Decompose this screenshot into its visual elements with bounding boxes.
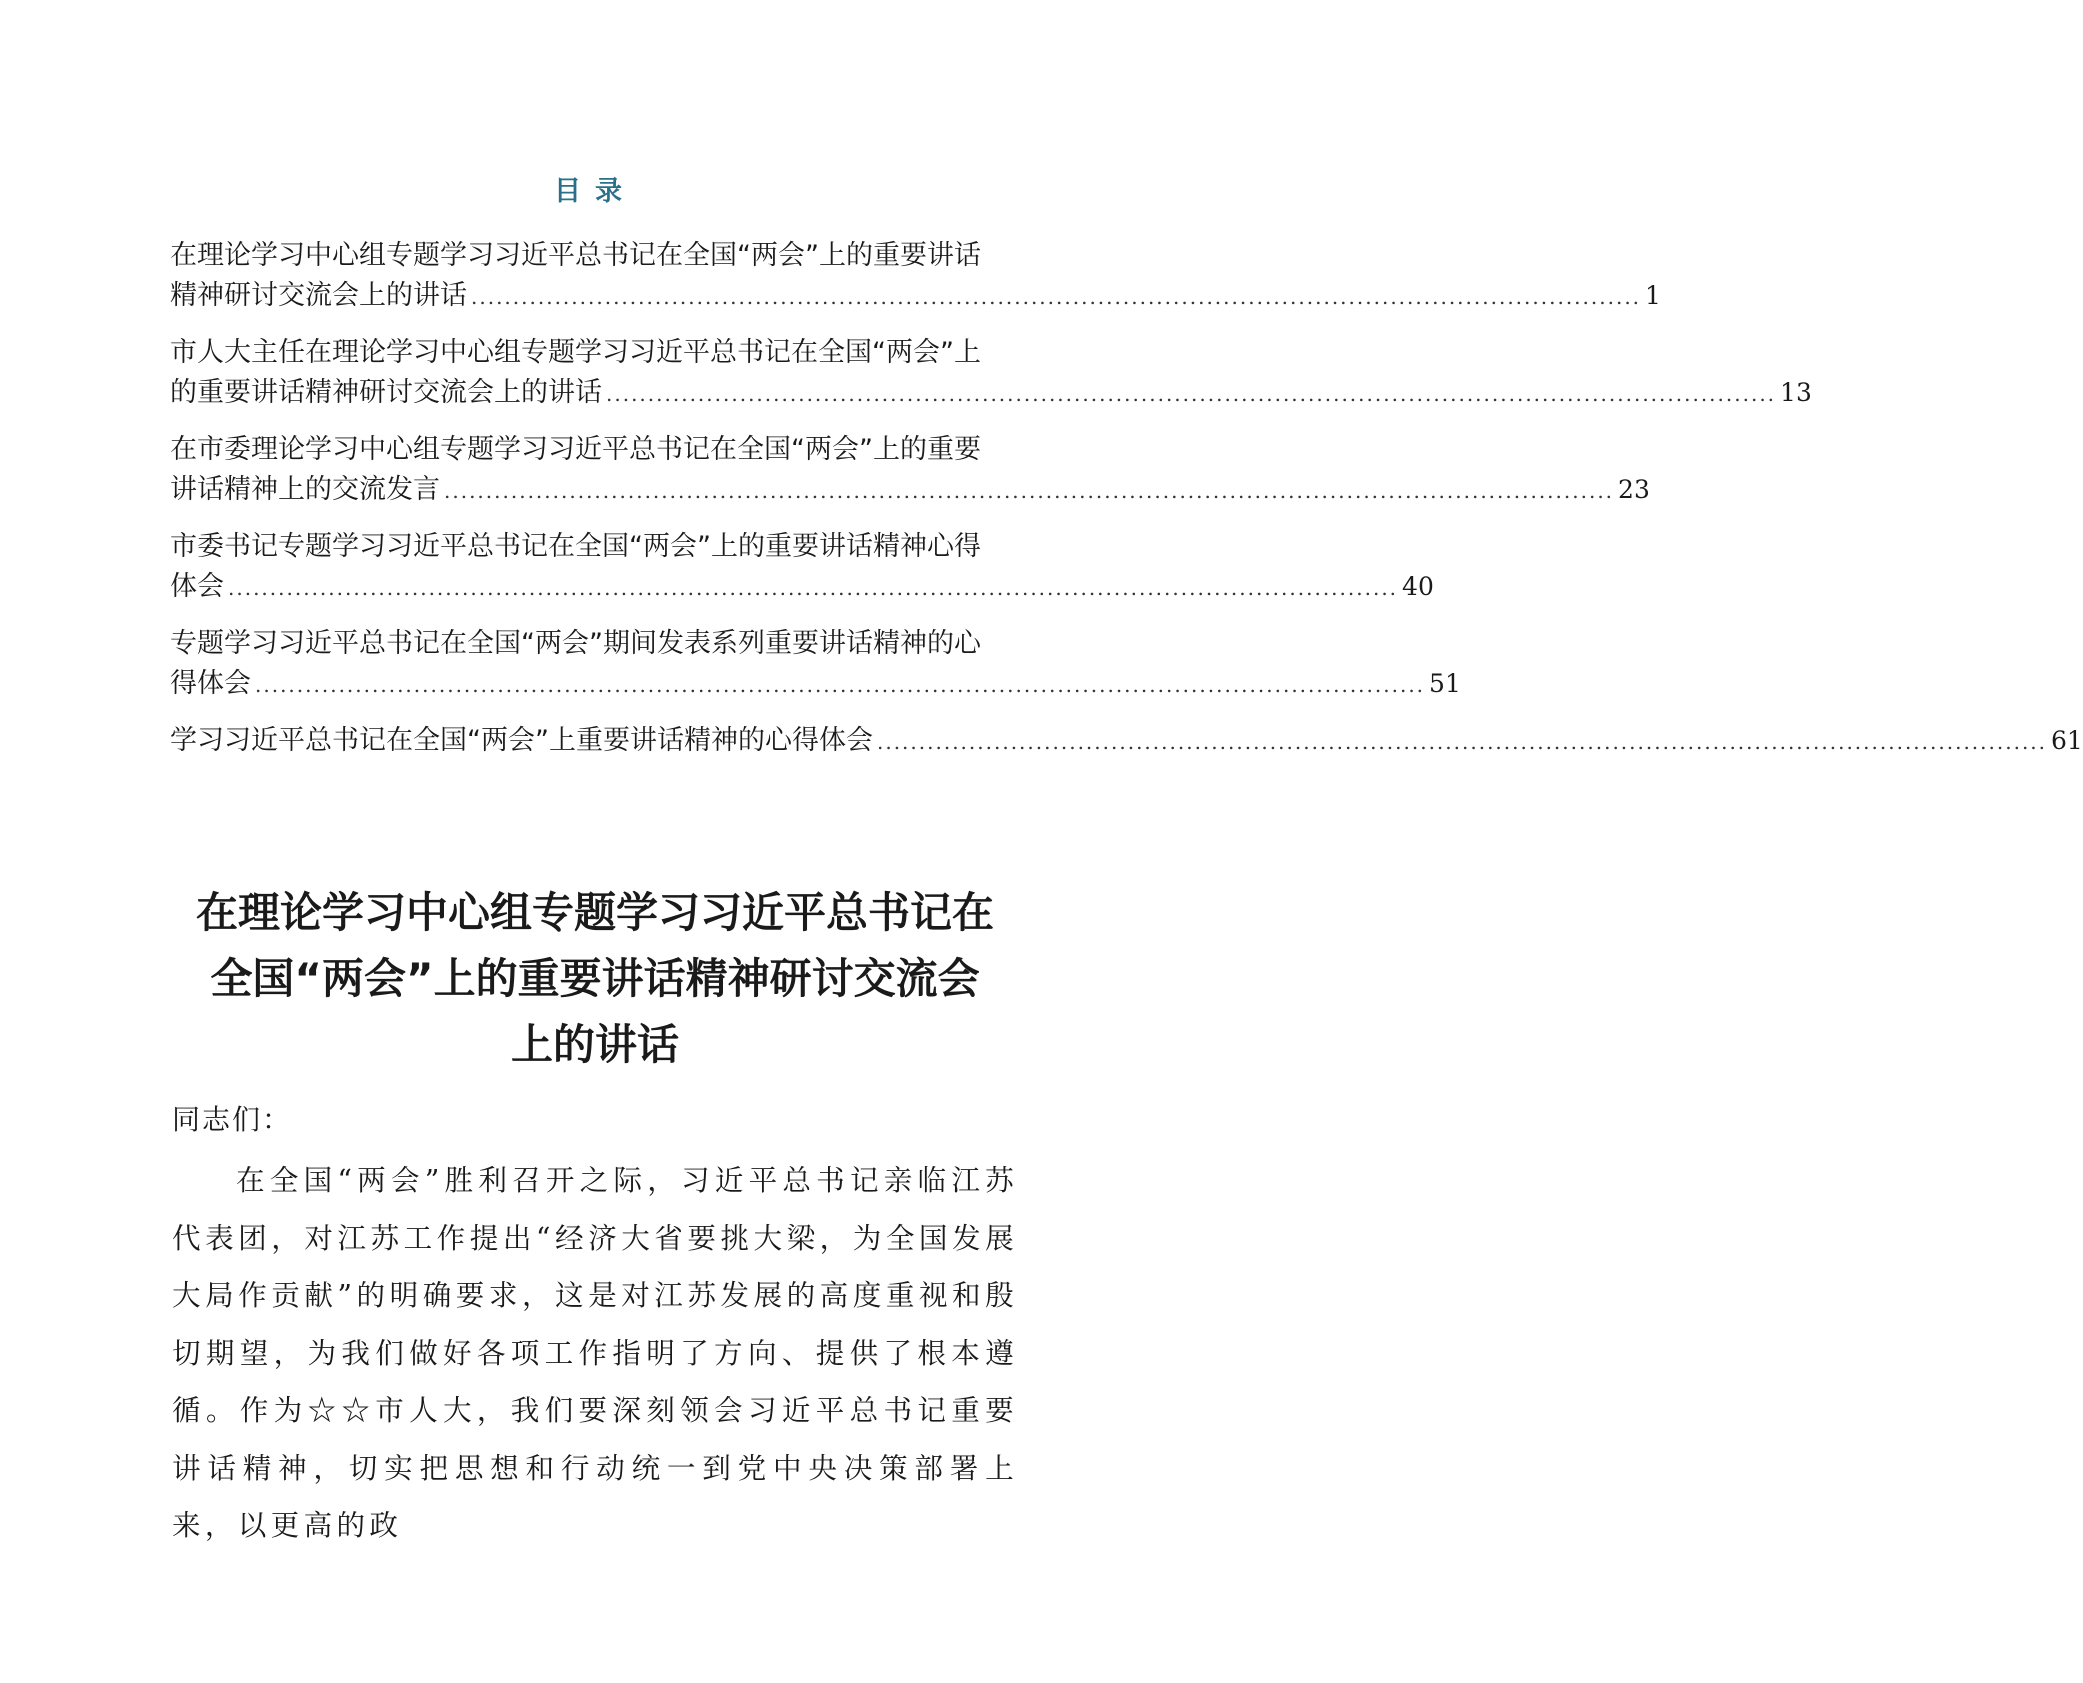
toc-entry-text-line2: 精神研讨交流会上的讲话	[170, 280, 467, 311]
toc-entry-text-line2: 体会	[170, 571, 224, 602]
table-of-contents	[170, 236, 2083, 778]
toc-leader-dots: ............................................................................................................................................	[471, 285, 1642, 309]
toc-page-number: 13	[1780, 378, 1812, 407]
toc-entry-text-line2: 的重要讲话精神研讨交流会上的讲话	[170, 377, 602, 408]
toc-leader-dots: ............................................................................................................................................	[606, 382, 1777, 406]
body-paragraph: 在全国“两会”胜利召开之际，习近平总书记亲临江苏代表团，对江苏工作提出“经济大省要挑大梁，为全国发展大局作贡献”的明确要求，这是对江苏发展的高度重视和殷切期望，为我们做好各项工作指明了方向、提供了根本遵循。作为☆☆市人大，我们要深刻领会习近平总书记重要讲话精神，切实把思想和行动统一到党中央决策部署上来，以更高的政	[172, 1163, 1018, 1542]
toc-leader-dots: ............................................................................................................................................	[444, 479, 1615, 503]
toc-entry-text-line2: 得体会	[170, 668, 251, 699]
toc-entry-3[interactable]	[170, 430, 1650, 511]
article-title	[150, 880, 1040, 1078]
toc-entry-text-line2: 讲话精神上的交流发言	[170, 474, 440, 505]
toc-leader-dots: ............................................................................................................................................	[876, 730, 2048, 754]
toc-entry-text-line1: 在市委理论学习中心组专题学习习近平总书记在全国“两会”上的重要	[170, 434, 981, 465]
toc-entry-6[interactable]	[170, 721, 2083, 762]
article-title-line2: 全国“两会”上的重要讲话精神研讨交流会	[210, 954, 980, 1003]
toc-entry-1[interactable]	[170, 236, 1661, 317]
toc-entry-text-line1: 专题学习习近平总书记在全国“两会”期间发表系列重要讲话精神的心	[170, 628, 981, 659]
toc-entry-5[interactable]	[170, 624, 1461, 705]
article-title-line3: 上的讲话	[510, 1020, 679, 1069]
toc-entry-text-line1: 市人大主任在理论学习中心组专题学习习近平总书记在全国“两会”上	[170, 337, 981, 368]
toc-page-number: 23	[1618, 475, 1650, 504]
toc-entry-4[interactable]	[170, 527, 1434, 608]
toc-leader-dots: ............................................................................................................................................	[228, 576, 1399, 600]
toc-entry-text-line2: 学习习近平总书记在全国“两会”上重要讲话精神的心得体会	[170, 725, 873, 756]
toc-page-number: 40	[1402, 572, 1434, 601]
toc-entry-text-line1: 在理论学习中心组专题学习习近平总书记在全国“两会”上的重要讲话	[170, 240, 981, 271]
toc-leader-dots: ............................................................................................................................................	[255, 673, 1426, 697]
toc-page-number: 61	[2051, 726, 2083, 755]
toc-entry-text-line1: 市委书记专题学习习近平总书记在全国“两会”上的重要讲话精神心得	[170, 531, 981, 562]
toc-page-number: 51	[1429, 669, 1461, 698]
article-title-line1: 在理论学习中心组专题学习习近平总书记在	[195, 888, 994, 937]
salutation: 同志们：	[172, 1103, 293, 1136]
toc-title: 目录	[554, 176, 636, 207]
toc-page-number: 1	[1645, 281, 1661, 310]
toc-entry-2[interactable]	[170, 333, 1812, 414]
